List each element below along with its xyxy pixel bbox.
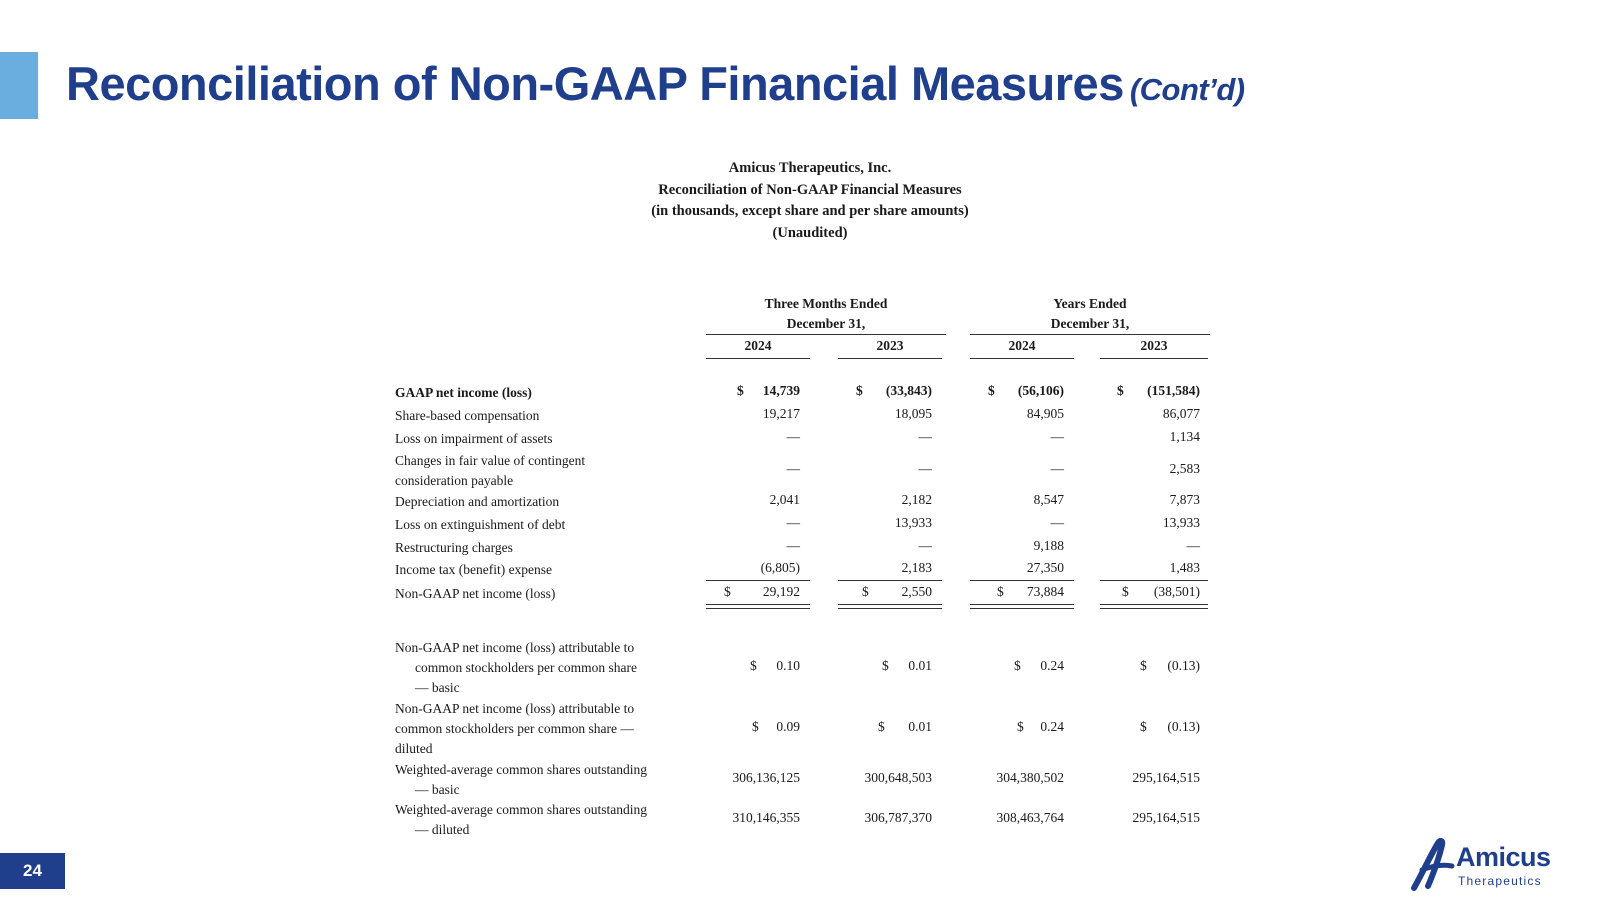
- statement-company: Amicus Therapeutics, Inc.: [728, 160, 892, 176]
- dollar-sign: $: [1140, 658, 1147, 673]
- col-year-3: 2024: [1008, 338, 1036, 353]
- dollar-sign: $: [752, 719, 759, 734]
- row-label: [395, 760, 675, 800]
- cell-value: 0.24: [1040, 719, 1064, 734]
- row-label: Share-based compensation: [395, 408, 540, 423]
- cell-value: 1,134: [1169, 429, 1200, 444]
- cell-value: 295,164,515: [1132, 810, 1200, 825]
- row-label: Restructuring charges: [395, 540, 513, 555]
- dollar-sign: $: [856, 383, 863, 398]
- row-label-line1: Weighted-average common shares outstanding: [395, 802, 647, 817]
- logo-tagline: Therapeutics: [1458, 874, 1542, 888]
- cell-value: 86,077: [1162, 406, 1200, 421]
- page-number: 24: [0, 853, 65, 889]
- dollar-sign: $: [1014, 658, 1021, 673]
- dollar-sign: $: [878, 719, 885, 734]
- cell-value: 29,192: [762, 584, 800, 599]
- statement-title: Reconciliation of Non-GAAP Financial Measures: [658, 181, 962, 198]
- dollar-sign: $: [862, 584, 869, 599]
- total-double-rule: [970, 604, 1074, 609]
- statement-audit-status: (Unaudited): [772, 224, 848, 241]
- cell-value: —: [918, 429, 932, 444]
- cell-value: 310,146,355: [732, 810, 800, 825]
- cell-value: 0.24: [1040, 658, 1064, 673]
- column-group-three-months: [706, 294, 946, 334]
- dollar-sign: $: [1117, 383, 1124, 398]
- total-double-rule: [1100, 604, 1208, 609]
- cell-value: (0.13): [1167, 719, 1200, 734]
- dollar-sign: $: [882, 658, 889, 673]
- slide-title: [66, 56, 1245, 111]
- cell-value: 27,350: [1026, 560, 1064, 575]
- subtotal-rule: [1100, 580, 1208, 581]
- row-label-line1: Changes in fair value of contingent: [395, 453, 586, 468]
- amicus-logo-icon: [1408, 838, 1456, 893]
- row-label: Loss on extinguishment of debt: [395, 517, 566, 532]
- cell-value: 0.10: [776, 658, 800, 673]
- row-label: GAAP net income (loss): [395, 385, 532, 400]
- col-year-1-underline: [706, 358, 810, 359]
- cell-value: (6,805): [760, 560, 800, 575]
- subtotal-rule: [970, 580, 1074, 581]
- cell-value: (151,584): [1147, 383, 1200, 398]
- cell-value: 1,483: [1169, 560, 1200, 575]
- cell-value: —: [786, 538, 800, 553]
- dollar-sign: $: [1122, 584, 1129, 599]
- row-label: Non-GAAP net income (loss): [395, 586, 556, 601]
- total-double-rule: [706, 604, 810, 609]
- cell-value: —: [918, 461, 932, 476]
- cell-value: 300,648,503: [864, 770, 932, 785]
- cell-value: 2,583: [1169, 461, 1200, 476]
- row-label-line2: common stockholders per common share: [415, 660, 637, 675]
- cell-value: (33,843): [885, 383, 932, 398]
- cell-value: —: [786, 515, 800, 530]
- row-label: [395, 451, 675, 491]
- amicus-logo: [1408, 838, 1568, 893]
- col-year-3-underline: [970, 358, 1074, 359]
- three-months-line1: Three Months Ended: [764, 296, 888, 311]
- cell-value: —: [1050, 461, 1064, 476]
- subtotal-rule: [838, 580, 942, 581]
- col-year-2: 2023: [876, 338, 904, 353]
- cell-value: (38,501): [1153, 584, 1200, 599]
- three-months-underline: [706, 334, 946, 335]
- years-line1: Years Ended: [1053, 296, 1127, 311]
- dollar-sign: $: [1017, 719, 1024, 734]
- row-label-line3: — basic: [415, 680, 460, 695]
- total-double-rule: [838, 604, 942, 609]
- row-label: [395, 699, 675, 759]
- col-year-1: 2024: [744, 338, 772, 353]
- cell-value: —: [918, 538, 932, 553]
- cell-value: 0.09: [776, 719, 800, 734]
- cell-value: 2,183: [901, 560, 932, 575]
- cell-value: 2,550: [901, 584, 932, 599]
- title-accent-bar: [0, 52, 38, 119]
- subtotal-rule: [706, 580, 810, 581]
- slide-title-suffix: (Cont’d): [1129, 72, 1245, 107]
- cell-value: 19,217: [762, 406, 800, 421]
- cell-value: (56,106): [1017, 383, 1064, 398]
- cell-value: 73,884: [1026, 584, 1064, 599]
- cell-value: 2,182: [901, 492, 932, 507]
- row-label-line1: Non-GAAP net income (loss) attributable to: [395, 701, 635, 716]
- dollar-sign: $: [750, 658, 757, 673]
- dollar-sign: $: [988, 383, 995, 398]
- cell-value: 13,933: [894, 515, 932, 530]
- row-label: [395, 800, 675, 840]
- row-label-line2: common stockholders per common share —: [395, 721, 634, 736]
- years-line2: December 31,: [1050, 316, 1130, 331]
- slide-title-text: Reconciliation of Non-GAAP Financial Measures: [66, 57, 1124, 110]
- cell-value: 84,905: [1026, 406, 1064, 421]
- cell-value: 0.01: [908, 719, 932, 734]
- dollar-sign: $: [997, 584, 1004, 599]
- statement-header: [560, 158, 1060, 244]
- row-label-line2: — diluted: [415, 822, 470, 837]
- cell-value: —: [786, 461, 800, 476]
- cell-value: —: [1050, 429, 1064, 444]
- cell-value: 13,933: [1162, 515, 1200, 530]
- cell-value: 14,739: [762, 383, 800, 398]
- cell-value: —: [1186, 538, 1200, 553]
- statement-units: (in thousands, except share and per share amounts): [651, 203, 969, 219]
- col-year-4-underline: [1100, 358, 1208, 359]
- cell-value: (0.13): [1167, 658, 1200, 673]
- cell-value: 295,164,515: [1132, 770, 1200, 785]
- row-label-line1: Weighted-average common shares outstanding: [395, 762, 647, 777]
- row-label-line3: diluted: [395, 741, 433, 756]
- cell-value: 7,873: [1169, 492, 1200, 507]
- cell-value: 8,547: [1033, 492, 1064, 507]
- column-group-years: [970, 294, 1210, 334]
- cell-value: 306,787,370: [864, 810, 932, 825]
- row-label-line1: Non-GAAP net income (loss) attributable to: [395, 640, 635, 655]
- three-months-line2: December 31,: [786, 316, 866, 331]
- dollar-sign: $: [737, 383, 744, 398]
- row-label: Depreciation and amortization: [395, 494, 560, 509]
- row-label: [395, 638, 675, 698]
- col-year-2-underline: [838, 358, 942, 359]
- cell-value: —: [1050, 515, 1064, 530]
- cell-value: 9,188: [1033, 538, 1064, 553]
- years-underline: [970, 334, 1210, 335]
- cell-value: 0.01: [908, 658, 932, 673]
- dollar-sign: $: [1140, 719, 1147, 734]
- cell-value: —: [786, 429, 800, 444]
- dollar-sign: $: [724, 584, 731, 599]
- cell-value: 304,380,502: [996, 770, 1064, 785]
- logo-name: Amicus: [1456, 842, 1551, 872]
- cell-value: 308,463,764: [996, 810, 1064, 825]
- row-label: Loss on impairment of assets: [395, 431, 553, 446]
- cell-value: 306,136,125: [732, 770, 800, 785]
- col-year-4: 2023: [1140, 338, 1168, 353]
- cell-value: 2,041: [769, 492, 800, 507]
- cell-value: 18,095: [894, 406, 932, 421]
- row-label-line2: consideration payable: [395, 473, 514, 488]
- row-label: Income tax (benefit) expense: [395, 562, 553, 577]
- row-label-line2: — basic: [415, 782, 460, 797]
